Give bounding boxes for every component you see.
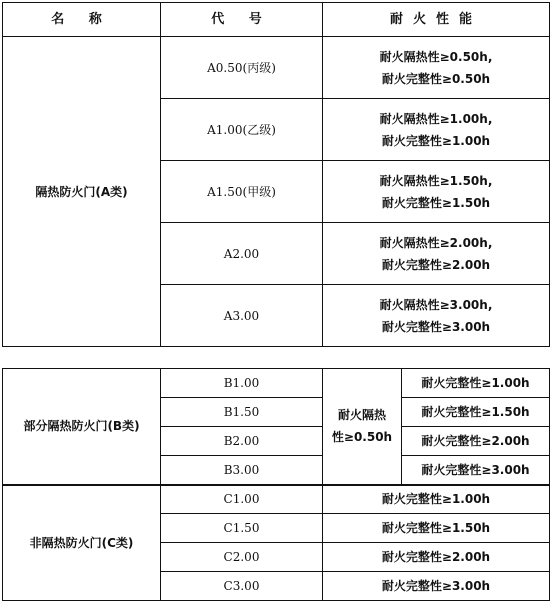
integrity-cell: 耐火完整性≥1.50h — [323, 514, 550, 543]
integrity-text: 耐火完整性≥1.00h — [381, 133, 491, 148]
integrity-cell: 耐火完整性≥2.00h — [323, 543, 550, 572]
class-a-table — [2, 2, 550, 347]
insulation-text: 耐火隔热性≥1.50h, — [379, 173, 493, 188]
code-cell: C3.00 — [161, 572, 323, 601]
performance-cell — [323, 37, 550, 99]
integrity-cell: 耐火完整性≥1.00h — [402, 369, 550, 398]
integrity-cell: 耐火完整性≥2.00h — [402, 427, 550, 456]
insulation-line-1: 耐火隔热 — [337, 408, 386, 423]
integrity-text: 耐火完整性≥2.00h — [381, 257, 491, 272]
table-row — [3, 369, 550, 398]
integrity-text: 耐火完整性≥3.00h — [381, 319, 491, 334]
code-cell: A1.50(甲级) — [161, 161, 323, 223]
header-row — [3, 3, 550, 37]
integrity-cell: 耐火完整性≥1.00h — [323, 485, 550, 514]
integrity-cell: 耐火完整性≥3.00h — [402, 456, 550, 485]
integrity-cell: 耐火完整性≥1.50h — [402, 398, 550, 427]
code-cell: A0.50(丙级) — [161, 37, 323, 99]
code-cell: C1.00 — [161, 485, 323, 514]
insulation-text: 耐火隔热性≥3.00h, — [379, 297, 493, 312]
code-cell: B3.00 — [161, 456, 323, 485]
insulation-text: 耐火隔热性≥1.00h, — [379, 111, 493, 126]
integrity-cell: 耐火完整性≥3.00h — [323, 572, 550, 601]
performance-cell — [323, 285, 550, 347]
code-cell: B1.50 — [161, 398, 323, 427]
code-cell: B2.00 — [161, 427, 323, 456]
class-c-name: 非隔热防火门(C类) — [3, 485, 161, 601]
insulation-text: 耐火隔热性≥2.00h, — [379, 235, 493, 250]
header-name: 名 称 — [3, 3, 161, 37]
integrity-text: 耐火完整性≥1.50h — [381, 195, 491, 210]
class-b-name: 部分隔热防火门(B类) — [3, 369, 161, 485]
table-row — [3, 37, 550, 99]
code-cell: B1.00 — [161, 369, 323, 398]
code-cell: C2.00 — [161, 543, 323, 572]
performance-cell — [323, 161, 550, 223]
insulation-line-2: 性≥0.50h — [331, 430, 393, 445]
table-row — [3, 485, 550, 514]
header-performance: 耐火性能 — [323, 3, 550, 37]
insulation-text: 耐火隔热性≥0.50h, — [379, 49, 493, 64]
class-bc-table — [2, 368, 550, 601]
header-code: 代 号 — [161, 3, 323, 37]
integrity-text: 耐火完整性≥0.50h — [381, 71, 491, 86]
code-cell: A1.00(乙级) — [161, 99, 323, 161]
class-a-name: 隔热防火门(A类) — [3, 37, 161, 347]
performance-cell — [323, 99, 550, 161]
performance-cell — [323, 223, 550, 285]
code-cell: A3.00 — [161, 285, 323, 347]
class-b-insulation — [323, 369, 402, 485]
code-cell: A2.00 — [161, 223, 323, 285]
code-cell: C1.50 — [161, 514, 323, 543]
